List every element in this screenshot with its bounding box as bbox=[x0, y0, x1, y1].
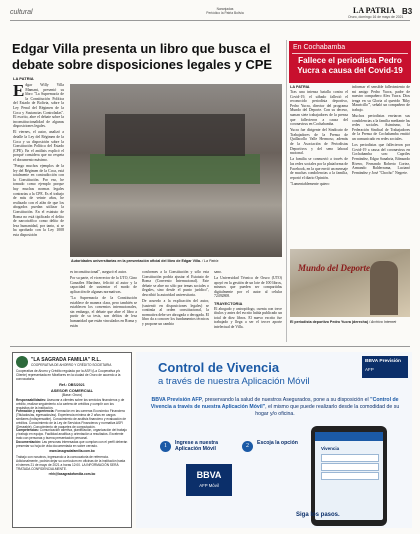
ad-body bbox=[146, 397, 404, 418]
step1-text: Ingrese a nuestra Aplicación Móvil bbox=[175, 440, 218, 452]
notice-role: ASESOR COMERCIAL bbox=[50, 388, 94, 393]
step2-text: Escoja la opción bbox=[257, 440, 298, 446]
app-logo-sub: AFP Móvil bbox=[199, 483, 219, 488]
notice-web-link[interactable]: www.lasagradafamilia.com.bo bbox=[49, 449, 95, 454]
app-logo bbox=[186, 464, 232, 496]
section-label: cultural bbox=[10, 9, 33, 16]
ad-body-brand: BBVA Previsión AFP bbox=[151, 397, 202, 403]
main-byline: LA PATRIA bbox=[13, 76, 34, 81]
ad-brand-box bbox=[362, 356, 408, 378]
ad-body-highlight: "Control de Vivencia a través de nuestra Aplicación Móvil" bbox=[150, 397, 399, 410]
drop-cap: E bbox=[13, 83, 25, 100]
column-divider bbox=[286, 40, 287, 342]
phone-option bbox=[321, 454, 379, 462]
main-col-3 bbox=[142, 270, 209, 342]
subhead-trayectoria: TRAYECTORIA bbox=[214, 300, 243, 306]
side-col1-p3: La familia se conmovió a través de las redes sociales por la plataforma de Facebook, en la que envió un mensaje de muchas condolencias a la familia, reportó el diario Opinión. bbox=[290, 157, 348, 180]
step1-number: 1 bbox=[160, 441, 171, 452]
main-col-1 bbox=[13, 83, 64, 338]
ad-title: Control de Vivencia bbox=[158, 360, 280, 375]
notice-sections bbox=[16, 399, 128, 477]
side-tag: En Cochabamba bbox=[293, 44, 346, 51]
header-center-line2: Periódico la Patria Bolivia bbox=[206, 11, 244, 15]
app-logo-text: BBVA bbox=[196, 470, 222, 480]
side-caption bbox=[290, 320, 412, 324]
col3-para-2: De acuerdo a la explicación del autor, (sustentó en disposiciones legales) se continúa al orden constitucional, la normativa debe ser abrogada o derogada. El libro da a conocer los fundamentos técnicos y propone un cambio bbox=[142, 299, 209, 327]
side-tag-rule bbox=[292, 53, 408, 54]
side-caption-credit: / Archivo Internet bbox=[369, 320, 397, 324]
main-col-2 bbox=[70, 270, 137, 342]
phone-screen bbox=[315, 432, 383, 520]
side-col2-p3: Los periodistas que fallecieron por Covid-19 a causa del coronavirus en Cochabamba son: Capriles Fernández, Edgar Sanabria, Edmundo Rivero, Fernando Roberto Cortez, Armando Balderrama, Lucianó Fernández y José "Chocho" Negrete. bbox=[352, 143, 410, 175]
col1-para-2: "Pongo muchos ejemplos de la ley del Régimen de la Coca, está totalmente en contradicción con la Constitución. Por eso, he tomado como ejemplo porque hay muchas normas legales contrarias a la CPE. Es el trabajo de más de veinte años, he realizado con el afán de que los abogados puedan utilizar la Constitución. En el estatuto de Roma no está tipificado el delito de narcotráfico como delito de lesa humanidad, por tanto, si se ha aprobado con la Ley 1008 esta disposición bbox=[13, 164, 64, 237]
notice-section: Responsabilidades: Asesorar a clientes sobre los servicios financieros y de crédito, realizar seguimiento a la cartera de créditos y cumplir con los requisitos de la institución. bbox=[16, 398, 125, 410]
notice-role-sub: (Base: Oruro) bbox=[61, 393, 83, 397]
notice-section: Documentación: Las personas interesadas que cumplan con el perfil deberán presentar su hoja de vida documentada en sobre cerrado. bbox=[16, 439, 128, 448]
col2-para-1: es inconstitucional", aseguró el autor. bbox=[70, 270, 127, 274]
photo-table bbox=[90, 154, 260, 184]
side-col-2 bbox=[352, 85, 410, 248]
phone-option bbox=[321, 463, 379, 471]
legal-notice bbox=[12, 352, 132, 528]
cooperative-logo bbox=[16, 356, 28, 368]
step2-number: 2 bbox=[242, 441, 253, 452]
masthead: LA PATRIA bbox=[353, 6, 396, 15]
side-col1-p1: Tras una intensa batalla contra el Covid-19, el sábado falleció el reconocido periodista deportivo, Pedro Yucra, director del programa Mundo del Deporte. Con su deceso, suman siete trabajadores de la prensa que fallecieron a causa del coronavirus en Cochabamba. bbox=[290, 90, 348, 127]
header-center bbox=[195, 7, 255, 15]
col4-after: El abogado y antropólogo, cuenta con trece títulos y antes del escrito había publicado un total de diez libros. El nuevo escrito fue trabajado y llega a ser el tercer aporte intelectual de Villa. bbox=[214, 306, 282, 329]
col2-para-2: Por su parte, el vicerrector de la UTO, Gino González Martínez, felicitó al autor y la capacidad de sustentar el modo de aplicación de algunas normativas. bbox=[70, 276, 137, 294]
col3-para-1: conformes a la Constitución y sólo esta Constitución podría ajustar el Estatuto de Roma (Convenio Internacional). Este debate se abre no sólo por temas sociales o ilegales, sino desde el punto jurídico", describió la autoridad universitaria. bbox=[142, 270, 209, 297]
ad-cta: Siga los pasos. bbox=[296, 512, 340, 518]
photo-people bbox=[105, 114, 245, 156]
side-col1-quote: "Lamentablemente quiero bbox=[290, 181, 330, 186]
ad-brand-name: BBVA Previsión bbox=[365, 359, 401, 364]
lead-paragraph: dgar Willy Villa Mamani, presentó su libro "La Supremacía de la Constitución Política del Estado de Bolivia, sobre la Ley Penal del Régimen de la Coca y Sustancias Controladas". El escrito, abre el debate sobre la inconstitucionalidad de algunas disposiciones legales. bbox=[13, 83, 64, 129]
ad-brand-afp: AFP bbox=[365, 367, 374, 372]
notice-ref: Ref.: DBS/2021 bbox=[59, 383, 85, 387]
phone-option bbox=[321, 472, 379, 480]
side-header-box bbox=[289, 41, 411, 83]
col2-para-3: "La Supremacía de la Constitución establece de manera clara, pero también se establecen los convenios internacionales, sin embargo, el debate que abre el libro a partir de su tesis, son delitos de lesa humanidad que están vinculados en Roma y están bbox=[70, 295, 137, 328]
side-col2-p1: informar el sensible fallecimiento de mi amigo Pedro Yucra, padre de nuestro compañero Alex Yucra. Dios tenga en su Gloria al querido 'Riky Mauricillo'", señaló un compañero de trabajo. bbox=[352, 85, 410, 112]
side-photo-text: Mundo del Deporte bbox=[298, 263, 370, 273]
header-rule bbox=[10, 20, 410, 21]
side-headline: Fallece el periodista Pedro Yucra a causa del Covid-19 bbox=[297, 56, 403, 75]
main-headline: Edgar Villa presenta un libro que busca el debate sobre disposiciones legales y CPE bbox=[12, 41, 273, 72]
col4-para-1: sano. bbox=[214, 270, 222, 274]
header-center-line1: Naranjadas bbox=[216, 7, 234, 11]
side-caption-text: El periodista deportivo Pedro Yucra (derecha) bbox=[290, 320, 369, 324]
col1-para-1: El viernes, el autor, analizó a detalle la Ley del Régimen de la Coca y su disposición sobre la Constitución Política del Estado (CPE). En el análisis explicó el porqué considera que no respeta el documento máximo. bbox=[13, 130, 64, 162]
notice-email[interactable]: rrhh@lasagradafamilia.com.bo bbox=[48, 472, 96, 477]
ad-body-text: , preservando la salud de nuestros Asegurados, pone a su disposición el bbox=[202, 397, 369, 403]
notice-section: Competencias: Comunicación asertiva, planificación, organización del trabajo y trabajo en equipo. Facilidad analítica y orientación a resultados. Excelente trato con personas y buena presentación personal. bbox=[16, 428, 127, 440]
phone-topbar bbox=[315, 432, 383, 441]
notice-intro: Cooperativa de Ahorro y Crédito regulada por la ASFI (La Cooperativa y/o Cliente) representada en Miraflores en la ciudad de Oruro de acuerdo a la convocatoria. bbox=[16, 369, 121, 381]
dateline: Oruro, domingo 16 de mayo de 2021 bbox=[348, 15, 404, 19]
section-rule bbox=[10, 346, 410, 347]
ad-body-end: , el mismo que puede realizarlo desde la comodidad de su hogar y/o oficina. bbox=[255, 404, 400, 417]
phone-mockup bbox=[311, 426, 387, 526]
notice-footer: Trabajo con nosotros, ingresando a la convocatoria de referencia. Adicionalmente, podrán dejar su currículum en oficinas de la institución hasta el viernes 21 de mayo de 2021 a horas 12:00. LA INFORMACIÓN SERÁ TRATADA CONFIDENCIALMENTE. bbox=[16, 455, 126, 471]
side-photo-person bbox=[370, 261, 398, 315]
phone-vivencia-label: Vivencia bbox=[321, 446, 340, 451]
photo-caption-text: Autoridades universitarias en la presentación oficial del libro de Edgar Villa. bbox=[71, 259, 201, 263]
page-header bbox=[10, 6, 413, 19]
photo-credit: / La Patria bbox=[201, 259, 219, 263]
ad-subtitle: a través de nuestra Aplicación Móvil bbox=[158, 376, 310, 387]
col4-para-2: La Universidad Técnica de Oruro (UTO) apoyó en la gestión de un lote de 100 libros, mismos que pueden ser compartidas digitalmente por el autor al celular 72492808. bbox=[214, 276, 282, 299]
notice-title: "LA SAGRADA FAMILIA" R.L. bbox=[31, 357, 101, 363]
side-col-1 bbox=[290, 90, 348, 248]
notice-subtitle: COOPERATIVA DE AHORRO Y CRÉDITO SOCIETARIA bbox=[31, 363, 112, 367]
notice-section: Formación y experiencia: Formación en las carreras Económico Financiera (Titulados/as, egresados/as). Experiencia mínima de 2 años en cargos similares (indispensable). Conocimiento de análisis financiero y evaluación de créditos. Conocimiento de la Ley de Servicios Financieros y normativa ASFI (Deseable). Conocimiento de paquetes de computación. bbox=[16, 409, 127, 429]
main-col-4 bbox=[214, 270, 282, 342]
side-byline: LA PATRIA bbox=[290, 85, 310, 89]
side-photo bbox=[290, 249, 410, 317]
bbva-ad bbox=[136, 352, 412, 528]
main-photo bbox=[70, 84, 282, 257]
side-col1-p2: Yucra fue dirigente del Sindicato de Trabajadores de la Prensa de Quillacollo Valle Hermoso, además de la Asociación de Periodistas Deportivos y del seno laboral nacional. bbox=[290, 128, 348, 156]
side-col2-p2: Muchos periodistas enviaron sus condolencias a la familia mediante las redes sociales. Asimismo, la Federación Sindical de Trabajadores de la Prensa de Cochabamba emitió un comunicado en redes sociales. bbox=[352, 114, 410, 142]
page-number: B3 bbox=[402, 7, 413, 16]
photo-caption bbox=[71, 259, 283, 263]
